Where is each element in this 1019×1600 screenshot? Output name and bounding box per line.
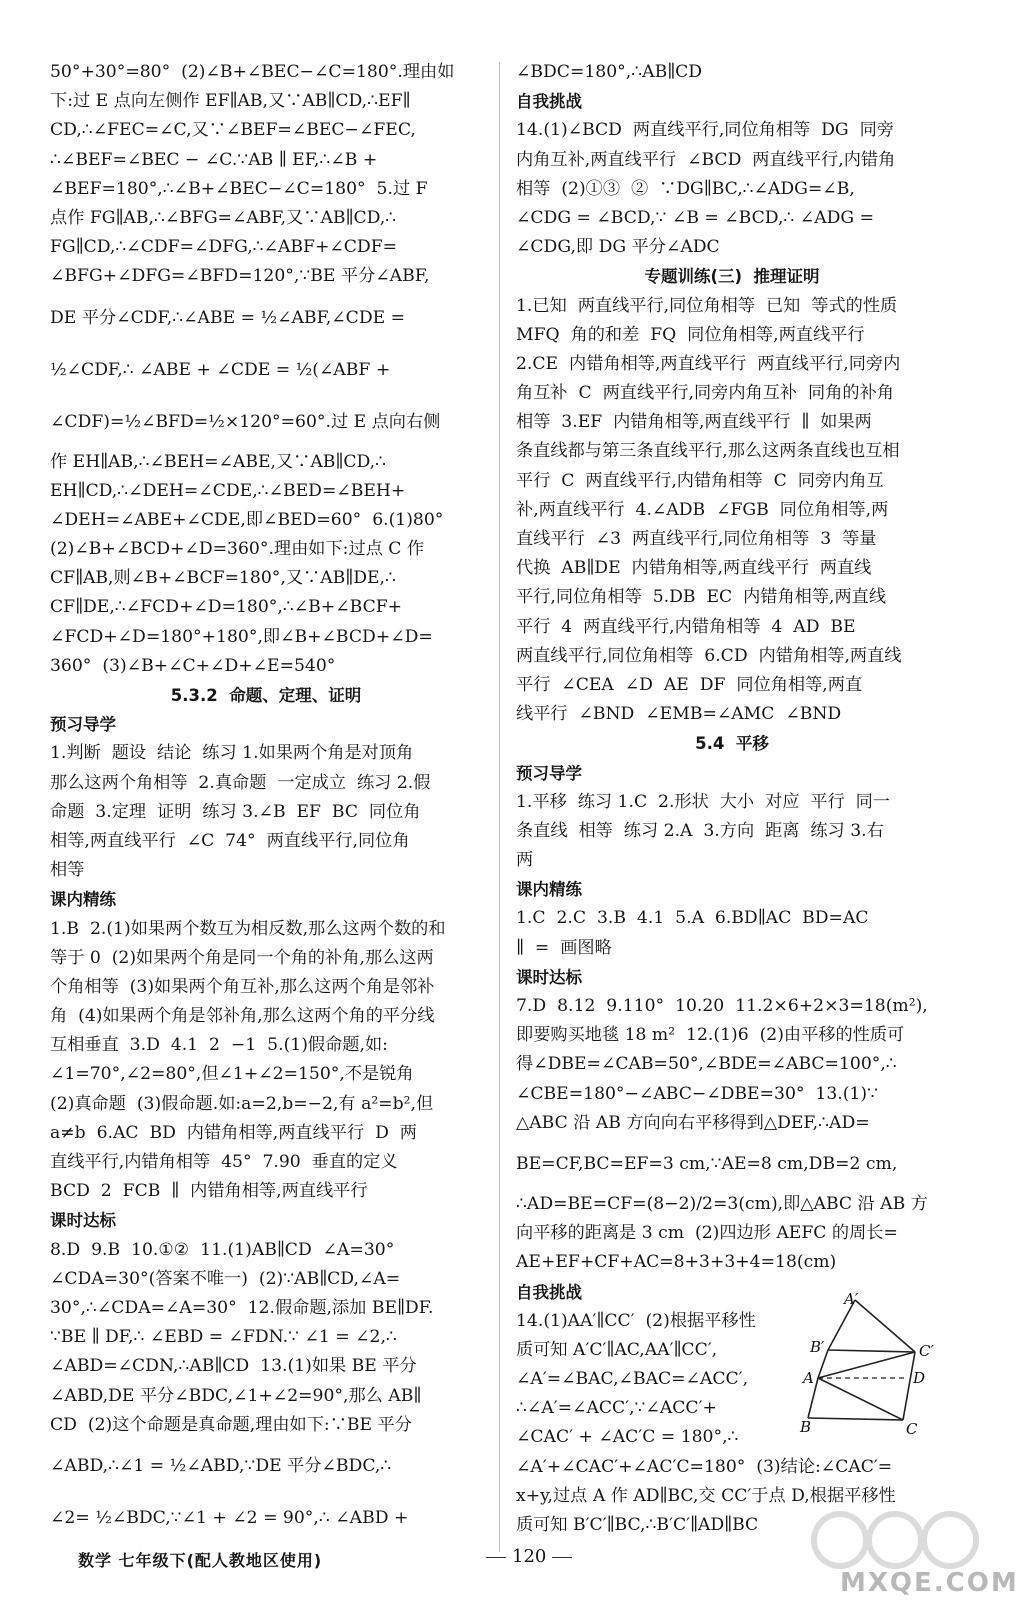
left-line: 个角相等 (3)如果两个角互补,那么这两个角是邻补 — [50, 976, 435, 997]
right-line: 质可知 A′C′∥AC,AA′∥CC′, — [516, 1339, 718, 1360]
right-line: 平行 4 两直线平行,内错角相等 4 AD BE — [516, 616, 856, 637]
right-line: ∠BDC=180°,∴AB∥CD — [516, 62, 703, 82]
right-line: 课内精练 — [516, 880, 582, 900]
fig-edge-a-c1 — [818, 1352, 915, 1378]
left-line: ∠2= ½∠BDC,∵∠1 + ∠2 = 90°,∴ ∠ABD + — [50, 1507, 409, 1528]
right-line: ∠CAC′ + ∠AC′C = 180°,∴ — [516, 1427, 739, 1448]
right-line: ∠A′=∠BAC,∠BAC=∠ACC′, — [516, 1369, 749, 1390]
right-line: 14.(1)AA′∥CC′ (2)根据平移性 — [516, 1310, 756, 1331]
left-line: ∠CDA=30°(答案不唯一) (2)∵AB∥CD,∠A= — [50, 1268, 401, 1289]
left-line: CF∥DE,∴∠FCD+∠D=180°,∴∠B+∠BCF+ — [50, 597, 403, 618]
right-line: 14.(1)∠BCD 两直线平行,同位角相等 DG 同旁 — [516, 120, 894, 141]
left-line: ∠BEF=180°,∴∠B+∠BEC−∠C=180° 5.过 F — [50, 178, 428, 199]
right-line: 相等 3.EF 内错角相等,两直线平行 ∥ 如果两 — [516, 412, 872, 433]
left-line: FG∥CD,∴∠CDF=∠DFG,∴∠ABF+∠CDF= — [50, 237, 398, 258]
right-line: 相等 (2)①③ ② ∵DG∥BC,∴∠ADG=∠B, — [516, 178, 855, 199]
left-line: 360° (3)∠B+∠C+∠D+∠E=540° — [50, 655, 336, 676]
left-line: ∠ABD,DE 平分∠BDC,∠1+∠2=90°,那么 AB∥ — [50, 1385, 422, 1406]
left-line: ∠CDF)=½∠BFD=½×120°=60°.过 E 点向右侧 — [50, 411, 441, 432]
left-line: 角 (4)如果两个角是邻补角,那么这两个角的平分线 — [50, 1006, 435, 1027]
left-line: CD,∴∠FEC=∠C,又∵∠BEF=∠BEC−∠FEC, — [50, 120, 416, 141]
left-line: 预习导学 — [50, 715, 116, 735]
left-line: a≠b 6.AC BD 内错角相等,两直线平行 D 两 — [50, 1122, 417, 1143]
left-line: 课时达标 — [50, 1211, 116, 1231]
right-line: ∠CDG = ∠BCD,∵ ∠B = ∠BCD,∴ ∠ADG = — [516, 207, 874, 228]
left-line: ∠ABD,∴∠1 = ½∠ABD,∵DE 平分∠BDC,∴ — [50, 1455, 392, 1476]
right-line: 角互补 C 两直线平行,同旁内角互补 同角的补角 — [516, 383, 894, 404]
right-line: x+y,过点 A 作 AD∥BC,交 CC′于点 D,根据平移性 — [516, 1485, 896, 1506]
right-line: ∥ = 画图略 — [516, 937, 612, 958]
fig-label-c1: C′ — [919, 1342, 934, 1360]
right-line: 质可知 B′C′∥BC,∴B′C′∥AD∥BC — [516, 1515, 759, 1535]
left-line: 1.判断 题设 结论 练习 1.如果两个角是对顶角 — [50, 743, 414, 764]
right-line: 1.已知 两直线平行,同位角相等 已知 等式的性质 — [516, 295, 898, 316]
right-line: 7.D 8.12 9.110° 10.20 11.2×6+2×3=18(m²), — [516, 996, 928, 1016]
left-line: 作 EH∥AB,∴∠BEH=∠ABE,又∵AB∥CD,∴ — [50, 451, 387, 472]
right-line: 两 — [516, 850, 534, 871]
right-line: 预习导学 — [516, 763, 582, 783]
left-line: 命题 3.定理 证明 练习 3.∠B EF BC 同位角 — [50, 801, 421, 822]
right-line: ∠A′+∠CAC′+∠AC′C=180° (3)结论:∠CAC′= — [516, 1456, 893, 1477]
left-line: 50°+30°=80° (2)∠B+∠BEC−∠C=180°.理由如 — [50, 62, 455, 82]
right-line: ∠CDG,即 DG 平分∠ADC — [516, 237, 720, 258]
fig-label-b1: B′ — [810, 1338, 825, 1356]
right-line: ∴∠A′=∠ACC′,∵∠ACC′+ — [516, 1398, 717, 1419]
left-line: DE 平分∠CDF,∴∠ABE = ½∠ABF,∠CDE = — [50, 307, 406, 328]
right-line: 得∠DBE=∠CAB=50°,∠BDE=∠ABC=100°,∴ — [516, 1054, 897, 1075]
fig-label-d: D — [913, 1369, 926, 1387]
right-line: 平行,同位角相等 5.DB EC 内错角相等,两直线 — [516, 587, 887, 608]
right-line: △ABC 沿 AB 方向向右平移得到△DEF,∴AD= — [516, 1112, 870, 1133]
fig-edge-a-c — [818, 1378, 903, 1420]
left-line: 30°,∴∠CDA=∠A=30° 12.假命题,添加 BE∥DF. — [50, 1297, 434, 1318]
right-line: BE=CF,BC=EF=3 cm,∵AE=8 cm,DB=2 cm, — [516, 1153, 898, 1174]
left-line: ∵BE ∥ DF,∴ ∠EBD = ∠FDN.∵ ∠1 = ∠2,∴ — [50, 1327, 397, 1348]
left-line: 课内精练 — [50, 890, 116, 910]
right-line: 平行 ∠CEA ∠D AE DF 同位角相等,两直 — [516, 674, 863, 695]
left-line: 相等 — [50, 860, 85, 881]
left-line: ∠ABD=∠CDN,∴AB∥CD 13.(1)如果 BE 平分 — [50, 1356, 417, 1377]
right-line: 两直线平行,同位角相等 6.CD 内错角相等,两直线 — [516, 645, 902, 666]
right-line: 代换 AB∥DE 内错角相等,两直线平行 两直线 — [516, 558, 872, 579]
page-number-wrap — [480, 1546, 578, 1567]
fig-label-a1: A′ — [844, 1290, 859, 1308]
left-line: 那么这两个角相等 2.真命题 一定成立 练习 2.假 — [50, 772, 431, 793]
right-line: 1.C 2.C 3.B 4.1 5.A 6.BD∥AC BD=AC — [516, 908, 869, 929]
left-line: 下:过 E 点向左侧作 EF∥AB,又∵AB∥CD,∴EF∥ — [50, 91, 411, 112]
left-line: 8.D 9.B 10.①② 11.(1)AB∥CD ∠A=30° — [50, 1239, 395, 1260]
right-line: 直线平行 ∠3 两直线平行,同位角相等 3 等量 — [516, 529, 877, 549]
fig-label-a: A — [803, 1369, 814, 1387]
left-line: CF∥AB,则∠B+∠BCF=180°,又∵AB∥DE,∴ — [50, 568, 396, 589]
right-line: 课时达标 — [516, 967, 582, 987]
right-line: 自我挑战 — [516, 92, 582, 112]
left-line: 1.B 2.(1)如果两个数互为相反数,那么这两个数的和 — [50, 918, 446, 939]
right-line: MFQ 角的和差 FQ 同位角相等,两直线平行 — [516, 324, 865, 345]
right-line: 条直线 相等 练习 2.A 3.方向 距离 练习 3.右 — [516, 820, 884, 841]
fig-edge-a1-c1 — [855, 1300, 915, 1352]
right-line: 条直线都与第三条直线平行,那么这两条直线也互相 — [516, 441, 900, 462]
left-line: CD (2)这个命题是真命题,理由如下:∵BE 平分 — [50, 1414, 412, 1435]
left-line: 5.3.2 命题、定理、证明 — [170, 686, 362, 705]
right-line: AE+EF+CF+AC=8+3+3+4=18(cm) — [516, 1252, 837, 1273]
right-line: 自我挑战 — [516, 1282, 582, 1302]
left-line: 直线平行,内错角相等 45° 7.90 垂直的定义 — [50, 1152, 398, 1172]
left-line: (2)∠B+∠BCD+∠D=360°.理由如下:过点 C 作 — [50, 539, 425, 560]
right-line: 线平行 ∠BND ∠EMB=∠AMC ∠BND — [516, 704, 842, 725]
left-line: ∠DEH=∠ABE+∠CDE,即∠BED=60° 6.(1)80° — [50, 509, 444, 530]
left-line: ∠1=70°,∠2=80°,但∠1+∠2=150°,不是锐角 — [50, 1064, 414, 1085]
page-footer: 数学 七年级下(配人教地区使用) — [78, 1551, 323, 1570]
left-line: EH∥CD,∴∠DEH=∠CDE,∴∠BED=∠BEH+ — [50, 480, 406, 501]
left-line: BCD 2 FCB ∥ 内错角相等,两直线平行 — [50, 1181, 368, 1202]
left-line: 等于 0 (2)如果两个角是同一个角的补角,那么这两 — [50, 947, 434, 968]
right-line: 5.4 平移 — [695, 734, 769, 754]
dash-left — [486, 1557, 506, 1558]
right-line: 平行 C 两直线平行,内错角相等 C 同旁内角互 — [516, 470, 884, 491]
dash-right — [552, 1557, 572, 1558]
translation-figure — [800, 1290, 950, 1450]
fig-label-b: B — [800, 1418, 812, 1436]
page-number: 120 — [512, 1546, 547, 1567]
right-line: 即要购买地毯 18 m² 12.(1)6 (2)由平移的性质可 — [516, 1025, 905, 1046]
left-line: 相等,两直线平行 ∠C 74° 两直线平行,同位角 — [50, 830, 410, 851]
right-line: ∴AD=BE=CF=(8−2)/2=3(cm),即△ABC 沿 AB 方 — [516, 1193, 928, 1214]
left-line: ∠BFG+∠DFG=∠BFD=120°,∵BE 平分∠ABF, — [50, 266, 430, 287]
column-divider — [499, 62, 500, 1552]
left-line: 互相垂直 3.D 4.1 2 −1 5.(1)假命题,如: — [50, 1035, 388, 1056]
right-line: 补,两直线平行 4.∠ADB ∠FGB 同位角相等,两 — [516, 499, 889, 520]
fig-edge-b1-c1 — [828, 1350, 915, 1352]
left-line: ∠FCD+∠D=180°+180°,即∠B+∠BCD+∠D= — [50, 626, 433, 647]
watermark-text: MXQE.COM — [840, 1568, 1019, 1598]
left-column — [50, 58, 482, 1544]
fig-edge-b-c — [808, 1418, 903, 1420]
left-line: ∴∠BEF=∠BEC − ∠C.∵AB ∥ EF,∴∠B + — [50, 149, 378, 170]
left-line: ½∠CDF,∴ ∠ABE + ∠CDE = ½(∠ABF + — [50, 359, 391, 380]
right-line: 2.CE 内错角相等,两直线平行 两直线平行,同旁内 — [516, 353, 901, 374]
right-line: 1.平移 练习 1.C 2.形状 大小 对应 平行 同一 — [516, 791, 890, 812]
left-line: 点作 FG∥AB,∴∠BFG=∠ABF,又∵AB∥CD,∴ — [50, 207, 397, 228]
fig-label-c: C — [906, 1420, 918, 1438]
right-line: 向平移的距离是 3 cm (2)四边形 AEFC 的周长= — [516, 1223, 898, 1244]
right-line: 内角互补,两直线平行 ∠BCD 两直线平行,内错角 — [516, 149, 896, 170]
right-line: ∠CBE=180°−∠ABC−∠DBE=30° 13.(1)∵ — [516, 1083, 879, 1104]
left-line: (2)真命题 (3)假命题.如:a=2,b=−2,有 a²=b²,但 — [50, 1093, 434, 1114]
right-line: 专题训练(三) 推理证明 — [644, 267, 820, 287]
